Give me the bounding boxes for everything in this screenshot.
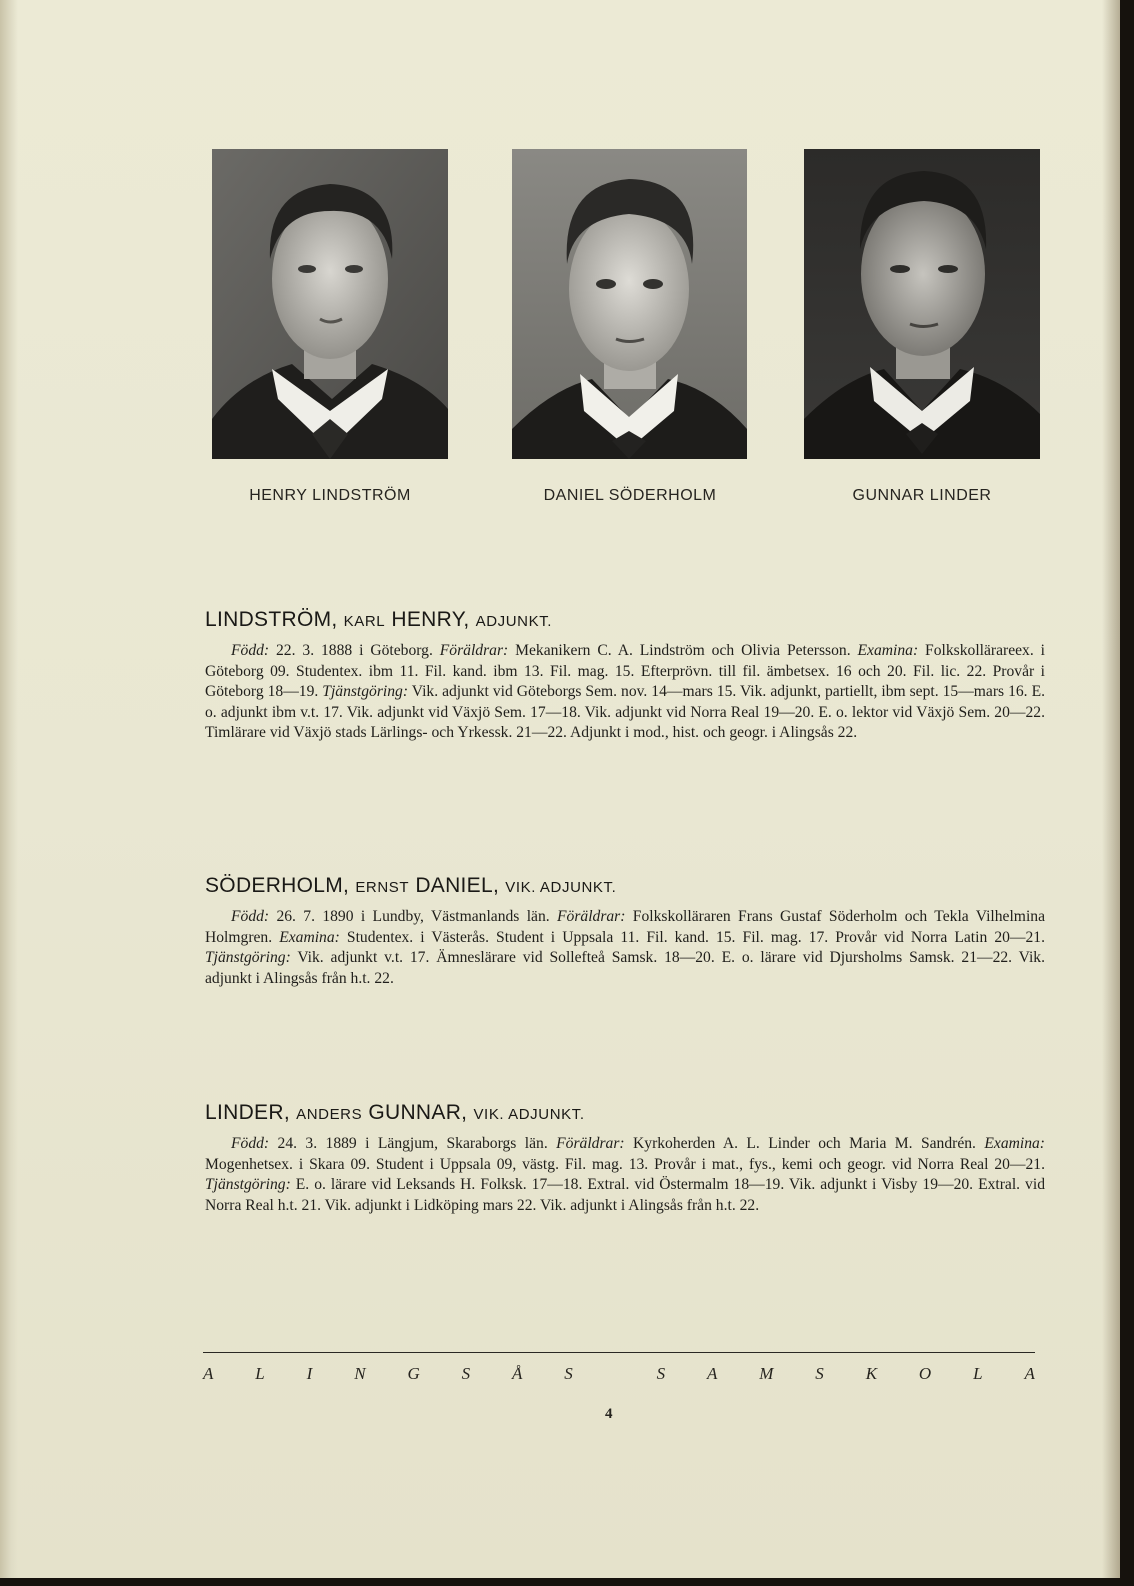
bio-lindstrom <box>205 608 1045 744</box>
bio-surname: LINDER, <box>205 1101 290 1124</box>
bio-given-large: DANIEL, <box>415 874 500 897</box>
bio-surname: LINDSTRÖM, <box>205 608 338 631</box>
bio-field-text: Mogenhetsex. i Skara 09. Student i Uppsala 09, västg. Fil. mag. 13. Provår i mat., fys., kemi och geogr. vid Norra Real 20—21. <box>205 1155 1045 1173</box>
bio-surname: SÖDERHOLM, <box>205 874 350 897</box>
footer-letter: O <box>918 1364 932 1383</box>
caption-henry: HENRY LINDSTRÖM <box>249 487 411 504</box>
bio-given-small: ANDERS <box>296 1106 363 1123</box>
bio-field-text: Mekanikern C. A. Lindström och Olivia Petersson. <box>508 642 858 659</box>
bio-given-large: HENRY, <box>391 608 470 631</box>
bio-field-label: Född: <box>231 642 270 659</box>
footer-letter: S <box>564 1364 573 1383</box>
bio-linder <box>205 1101 1045 1216</box>
bio-field-text: Studentex. i Västerås. Student i Uppsala 11. Fil. kand. 15. Fil. mag. 17. Provår vid Norra Latin 20—21. <box>339 928 1046 946</box>
bio-field-label: Tjänstgöring: <box>205 949 291 966</box>
bio-title: ADJUNKT. <box>475 613 553 630</box>
bio-field-text: Folkskollärareex. i Göteborg 09. Studentex. ibm 11. Fil. kand. ibm 13. Fil. mag. 15. Efterprövn. till fil. ämbetsex. 16 och 20. Fil. lic. 22. Provår i Göteborg 18—19. <box>205 642 1045 700</box>
bio-field-text: E. o. lärare vid Leksands H. Folksk. 17—18. Extral. vid Östermalm 18—19. Vik. adjunkt i Visby 19—20. Extral. vid Norra Real h.t. 21. Vik. adjunkt i Lidköping mars 22. Vik. adjunkt i Alingsås från h.t. 22. <box>205 1176 1045 1214</box>
bio-field-label: Föräldrar: <box>556 1135 625 1152</box>
bio-field-label: Född: <box>231 908 270 925</box>
bio-field-label: Föräldrar: <box>439 642 509 659</box>
footer-letter: A <box>706 1364 718 1383</box>
bio-field-text: Vik. adjunkt vid Göteborgs Sem. nov. 14—mars 15. Vik. adjunkt, partiellt, ibm sept. 15—mars 16. E. o. adjunkt ibm v.t. 17. Vik. adjunkt vid Växjö Sem. 17—18. Vik. adjunkt vid Norra Real 19—20. E. o. lektor vid Växjö Sem. 20—22. Timlärare vid Växjö stads Lärlings- och Yrkessk. 21—22. Adjunkt i mod., hist. och geogr. i Alingsås 22. <box>205 683 1045 741</box>
bio-given-large: GUNNAR, <box>368 1101 468 1124</box>
footer-letter: A <box>203 1364 214 1383</box>
page-edge-shadow <box>1102 0 1120 1578</box>
bio-title: VIK. ADJUNKT. <box>505 879 617 896</box>
bio-title: VIK. ADJUNKT. <box>473 1106 585 1123</box>
bio-field-text: 24. 3. 1889 i Längjum, Skaraborgs län. <box>269 1135 557 1152</box>
portrait-daniel-soderholm <box>512 149 747 459</box>
bio-heading <box>205 608 1045 632</box>
footer-letter: S <box>815 1364 824 1383</box>
bio-field-text: 26. 7. 1890 i Lundby, Västmanlands län. <box>269 908 557 925</box>
bio-field-label: Född: <box>231 1135 270 1152</box>
bio-soderholm <box>205 874 1045 989</box>
page-number: 4 <box>605 1406 613 1422</box>
bio-heading <box>205 874 1045 898</box>
bio-field-label: Examina: <box>857 642 919 659</box>
page-binding-shadow <box>0 0 18 1578</box>
footer-letter: A <box>1024 1364 1035 1383</box>
footer-letter: L <box>255 1364 265 1383</box>
bio-field-label: Examina: <box>984 1135 1045 1152</box>
footer-letter: S <box>461 1364 471 1383</box>
bio-field-label: Tjänstgöring: <box>322 683 409 700</box>
footer-letter: Å <box>512 1364 523 1383</box>
footer-letter: K <box>865 1364 878 1383</box>
footer-school-name <box>203 1364 1035 1384</box>
bio-field-text: 22. 3. 1888 i Göteborg. <box>269 642 440 659</box>
footer-letter: N <box>354 1364 366 1383</box>
bio-field-text: Kyrkoherden A. L. Linder och Maria M. Sandrén. <box>624 1135 985 1152</box>
bio-given-small: KARL <box>343 613 386 630</box>
bio-field-label: Tjänstgöring: <box>205 1176 291 1193</box>
bio-field-text: Vik. adjunkt v.t. 17. Ämneslärare vid Sollefteå Samsk. 18—20. E. o. lärare vid Djursholms Samsk. 21—22. Vik. adjunkt i Alingsås från h.t. 22. <box>205 949 1045 987</box>
bio-given-small: ERNST <box>355 879 410 896</box>
footer-letter: G <box>407 1364 420 1383</box>
bio-heading <box>205 1101 1045 1125</box>
footer-rule <box>203 1352 1035 1353</box>
portrait-henry-lindstrom <box>212 149 448 459</box>
footer-letter: S <box>656 1364 666 1383</box>
footer-letter: M <box>759 1364 774 1383</box>
portrait-gunnar-linder <box>804 149 1040 459</box>
bio-field-text: Folkskolläraren Frans Gustaf Söderholm och Tekla Vilhelmina Holmgren. <box>205 908 1045 946</box>
caption-gunnar: GUNNAR LINDER <box>852 487 992 504</box>
bio-text <box>205 1134 1045 1216</box>
footer-letter: I <box>306 1364 313 1383</box>
footer-letter: L <box>973 1364 983 1383</box>
bio-text <box>205 641 1045 744</box>
bio-text <box>205 907 1045 989</box>
caption-daniel: DANIEL SÖDERHOLM <box>543 487 717 504</box>
bio-field-label: Examina: <box>279 928 340 946</box>
bio-field-label: Föräldrar: <box>557 908 626 925</box>
